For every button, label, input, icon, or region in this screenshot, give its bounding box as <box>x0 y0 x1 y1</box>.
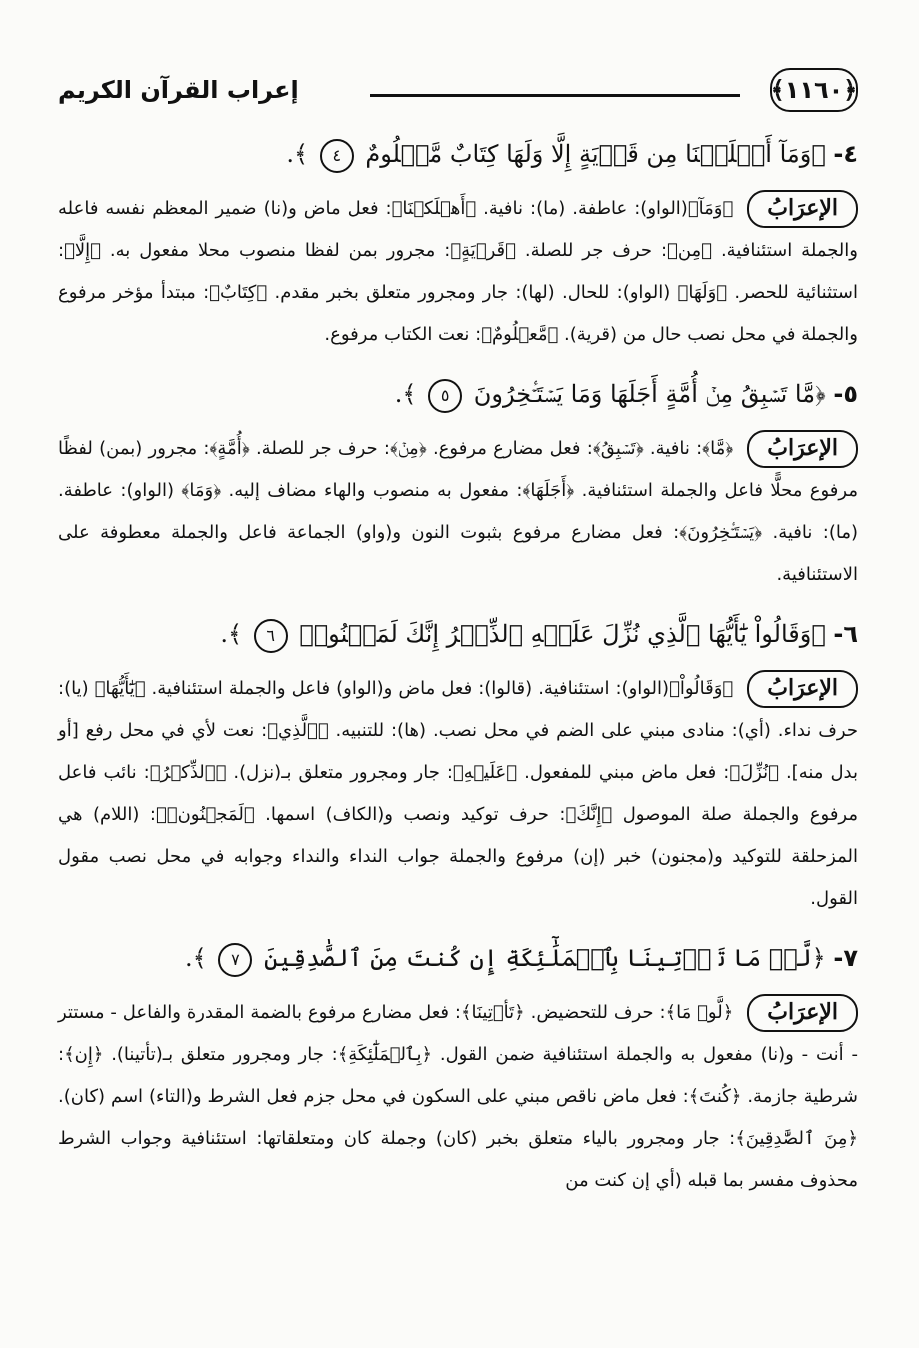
verse-number: ٥- <box>833 380 858 408</box>
irab-label: الإعرَابُ <box>747 430 858 468</box>
page-header <box>58 58 858 116</box>
irab-block <box>58 992 858 1202</box>
page <box>58 58 858 1220</box>
irab-text: ﴿وَمَآ﴾(الواو): عاطفة. (ما): نافية. ﴿أَهۡلَكۡنَا﴾: فعل ماض و(نا) ضمير المعظم نفسه فاعله والجملة استئنافية. ﴿مِن﴾: حرف جر للصلة. ﴿قَرۡيَةٍ﴾: مجرور بمن لفظا منصوب محلا مفعول به. ﴿إِلَّا﴾: استثنائية للحصر. ﴿وَلَهَا﴾ (الواو): للحال. (لها): جار ومجرور متعلق بخبر مقدم. ﴿كِتَابٌ﴾: مبتدأ مؤخر مرفوع والجملة في محل نصب حال من (قرية). ﴿مَّعۡلُومٌ﴾: نعت الكتاب مرفوع. <box>58 198 858 345</box>
verse-section-5 <box>58 374 858 596</box>
verse-close: ﴾. <box>286 140 309 168</box>
irab-block <box>58 668 858 920</box>
verse-line <box>58 614 858 654</box>
verse-section-7 <box>58 938 858 1202</box>
irab-text: ﴿مَّا﴾: نافية. ﴿تَسۡبِقُ﴾: فعل مضارع مرفوع. ﴿مِنۡ﴾: حرف جر للصلة. ﴿أُمَّةٍ﴾: مجرور (بمن) لفظًا مرفوع محلًّا فاعل والجملة استئنافية. ﴿أَجَلَهَا﴾: مفعول به منصوب والهاء مضاف إليه. ﴿وَمَا﴾ (الواو): عاطفة. (ما): نافية. ﴿يَسۡتَـٔۡخِرُونَ﴾: فعل مضارع مرفوع بثبوت النون و(واو) الجماعة فاعل والجملة معطوفة على الاستئنافية. <box>58 438 858 585</box>
verse-text: ﴿وَقَالُواْ يَٰٓأَيُّهَا ٱلَّذِي نُزِّلَ عَلَيۡهِ ٱلذِّكۡرُ إِنَّكَ لَمَجۡنُونٞ <box>299 620 826 648</box>
ayah-marker: ٥ <box>428 379 462 413</box>
irab-text: ﴿لَّوۡ مَا﴾: حرف للتحضيض. ﴿تَأۡتِينَا﴾: فعل مضارع مرفوع بالضمة المقدرة والفاعل - مستتر - أنت - و(نا) مفعول به والجملة استئنافية ضمن القول. ﴿بِٱلۡمَلَٰٓئِكَةِ﴾: جار ومجرور متعلق بـ(تأتينا). ﴿إِن﴾: شرطية جازمة. ﴿كُنتَ﴾: فعل ماض ناقص مبني على السكون في محل جزم فعل الشرط و(التاء) اسم (كان). ﴿مِنَ ٱلصَّٰدِقِينَ﴾: جار ومجرور بالياء متعلق بخبر (كان) وجملة كان ومتعلقاتها: استئنافية وجواب الشرط محذوف مفسر بما قبله (أي إن كنت من <box>58 1002 858 1191</box>
verse-line <box>58 374 858 414</box>
irab-label: الإعرَابُ <box>747 994 858 1032</box>
verse-line <box>58 938 858 978</box>
irab-text: ﴿وَقَالُواْ﴾(الواو): استئنافية. (قالوا): فعل ماض و(الواو) فاعل والجملة استئنافية. ﴿يَٰٓأَيُّهَا﴾ (يا): حرف نداء. (أي): منادى مبني على الضم في محل نصب. (ها): للتنبيه. ﴿ٱلَّذِي﴾: نعت لأي في محل رفع [أو بدل منه]. ﴿نُزِّلَ﴾: فعل ماض مبني للمفعول. ﴿عَلَيۡهِ﴾: جار ومجرور متعلق بـ(نزل). ﴿ٱلذِّكۡرُ﴾: نائب فاعل مرفوع والجملة صلة الموصول ﴿إِنَّكَ﴾: حرف توكيد ونصب و(الكاف) اسمها. ﴿لَمَجۡنُونٞ﴾: (اللام) هي المزحلقة للتوكيد و(مجنون) خبر (إن) مرفوع والجملة جواب النداء والنداء وجوابه في محل نصب مقول القول. <box>58 678 858 909</box>
irab-label: الإعرَابُ <box>747 190 858 228</box>
page-number: ﴿١١٦٠﴾ <box>770 68 858 112</box>
verse-section-4 <box>58 134 858 356</box>
verse-close: ﴾. <box>394 380 417 408</box>
verse-section-6 <box>58 614 858 920</box>
verse-number: ٤- <box>833 140 858 168</box>
book-title: إعراب القرآن الكريم <box>58 76 299 104</box>
verse-text: ﴿وَمَآ أَهۡلَكۡنَا مِن قَرۡيَةٍ إِلَّا وَلَهَا كِتَابٌ مَّعۡلُومٌ <box>365 140 826 168</box>
verse-number: ٧- <box>833 944 858 972</box>
ayah-marker: ٤ <box>320 139 354 173</box>
ayah-marker: ٦ <box>254 619 288 653</box>
irab-label: الإعرَابُ <box>747 670 858 708</box>
irab-block <box>58 188 858 356</box>
verse-text: ﴿لَّوۡ مَا تَأۡتِينَا بِٱلۡمَلَٰٓئِكَةِ إِن كُنتَ مِنَ ٱلصَّٰدِقِينَ <box>264 944 826 972</box>
irab-block <box>58 428 858 596</box>
verse-number: ٦- <box>833 620 858 648</box>
header-rule <box>370 94 740 97</box>
verse-text: ﴿مَّا تَسۡبِقُ مِنۡ أُمَّةٍ أَجَلَهَا وَمَا يَسۡتَـٔۡخِرُونَ <box>473 380 826 408</box>
verse-line <box>58 134 858 174</box>
verse-close: ﴾. <box>185 944 207 972</box>
verse-close: ﴾. <box>220 620 243 648</box>
ayah-marker: ٧ <box>218 943 252 977</box>
